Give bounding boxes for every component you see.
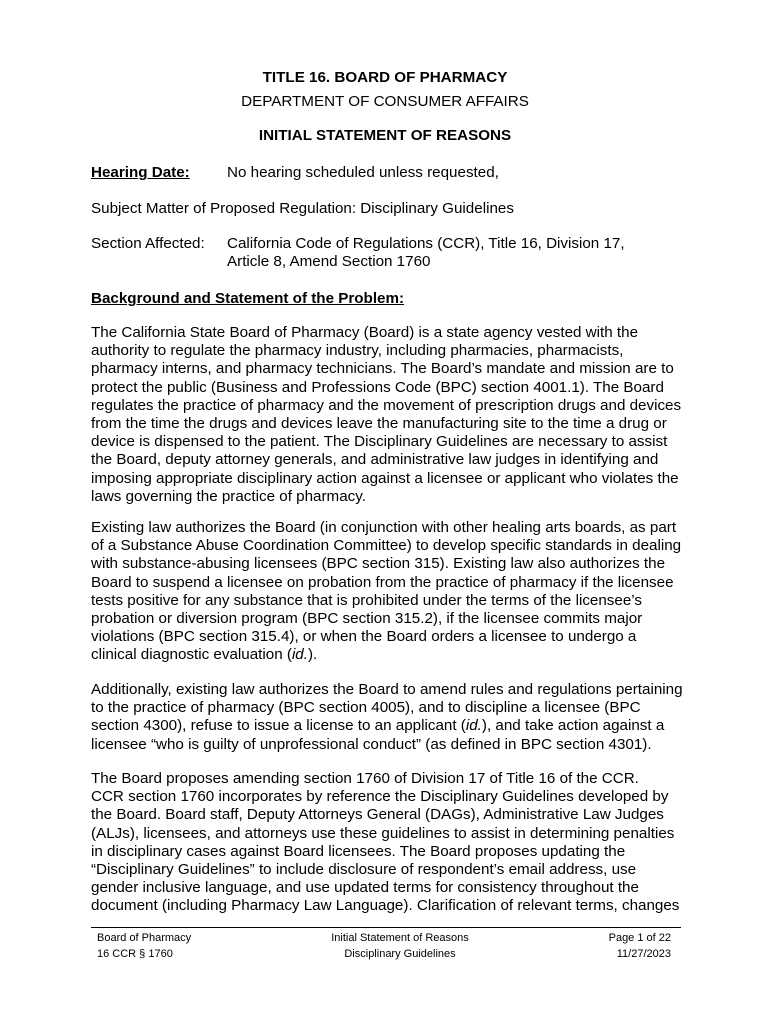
paragraph-2	[91, 519, 691, 665]
section-affected-line-1: California Code of Regulations (CCR), Title 16, Division 17,	[227, 235, 625, 252]
background-heading: Background and Statement of the Problem:	[91, 290, 405, 307]
paragraph-line: the Board. Board staff, Deputy Attorneys General (DAGs), Administrative Law Judges	[91, 806, 664, 824]
paragraph-line: authority to regulate the pharmacy industry, including pharmacies, pharmacists,	[91, 342, 624, 360]
paragraph-4	[91, 770, 691, 916]
paragraph-italic: id.	[291, 646, 308, 664]
paragraph-line: licensee “who is guilty of unprofessional conduct” (as defined in BPC section 4301).	[91, 735, 652, 753]
subject-matter: Subject Matter of Proposed Regulation: Disciplinary Guidelines	[91, 200, 514, 217]
paragraph-text: section 4300), refuse to issue a license to an applicant (	[91, 717, 466, 735]
footer-doc-title: Initial Statement of Reasons	[331, 932, 469, 944]
footer-board: Board of Pharmacy	[97, 932, 192, 944]
paragraph-line: (ALJs), licensees, and attorneys use these guidelines to assist in determining penalties	[91, 824, 675, 842]
paragraph-line: CCR section 1760 incorporates by reference the Disciplinary Guidelines developed by	[91, 788, 669, 806]
hearing-date-label: Hearing Date:	[91, 164, 190, 181]
paragraph-line	[91, 646, 691, 664]
footer-citation: 16 CCR § 1760	[97, 948, 173, 960]
paragraph-line: gender inclusive language, and use updated terms for consistency throughout the	[91, 879, 639, 897]
paragraph-line: Board to suspend a licensee on probation from the practice of pharmacy if the licensee	[91, 573, 674, 591]
paragraph-line: imposing appropriate disciplinary action against a licensee or applicant who violates the	[91, 469, 679, 487]
paragraph-line: probation or diversion program (BPC section 315.2), if the licensee commits major	[91, 610, 643, 628]
footer-left	[97, 930, 191, 962]
paragraph-line: regulates the practice of pharmacy and the movement of prescription drugs and devices	[91, 396, 682, 414]
paragraph-line: laws governing the practice of pharmacy.	[91, 487, 366, 505]
hearing-date-row	[91, 164, 499, 182]
paragraph-line: device is dispensed to the patient. The Disciplinary Guidelines are necessary to assist	[91, 433, 668, 451]
paragraph-text: clinical diagnostic evaluation (	[91, 646, 292, 664]
paragraph-1	[91, 324, 691, 506]
paragraph-line: protect the public (Business and Professions Code (BPC) section 4001.1). The Board	[91, 378, 664, 396]
title-line-2: DEPARTMENT OF CONSUMER AFFAIRS	[241, 93, 529, 110]
footer-doc-subtitle: Disciplinary Guidelines	[344, 948, 456, 960]
hearing-date-value: No hearing scheduled unless requested,	[227, 164, 499, 181]
paragraph-line: pharmacy interns, and pharmacy technicians. The Board’s mandate and mission are to	[91, 360, 674, 378]
paragraph-text: ), and take action against a	[481, 717, 665, 735]
paragraph-line: The Board proposes amending section 1760 of Division 17 of Title 16 of the CCR.	[91, 770, 639, 787]
footer-divider	[91, 927, 681, 928]
section-affected-label: Section Affected:	[91, 235, 205, 252]
paragraph-line: “Disciplinary Guidelines” to include disclosure of respondent’s email address, use	[91, 861, 637, 879]
footer-center	[300, 930, 500, 962]
section-affected-line-2: Article 8, Amend Section 1760	[227, 253, 431, 270]
paragraph-line	[91, 717, 691, 735]
paragraph-line: to the practice of pharmacy (BPC section 4005), and to discipline a licensee (BPC	[91, 699, 641, 717]
paragraph-line: The California State Board of Pharmacy (Board) is a state agency vested with the	[91, 324, 639, 341]
footer-date: 11/27/2023	[616, 948, 671, 960]
paragraph-italic: id.	[465, 717, 482, 735]
title-line-1: TITLE 16. BOARD OF PHARMACY	[262, 69, 508, 86]
paragraph-text: ).	[307, 646, 318, 664]
footer-page-number: Page 1 of 22	[608, 932, 671, 944]
section-affected-value	[227, 235, 625, 271]
paragraph-line: of a Substance Abuse Coordination Committee) to develop specific standards in dealing	[91, 537, 682, 555]
paragraph-line: tests positive for any substance that is prohibited under the terms of the licensee’s	[91, 591, 642, 609]
paragraph-line: in disciplinary cases against Board licensees. The Board proposes updating the	[91, 842, 626, 860]
paragraph-3	[91, 681, 691, 754]
paragraph-line: from the time the drugs and devices leave the manufacturing site to the time a drug or	[91, 415, 667, 433]
subtitle: INITIAL STATEMENT OF REASONS	[258, 127, 512, 144]
paragraph-line: violations (BPC section 315.4), or when the Board orders a licensee to undergo a	[91, 628, 637, 646]
paragraph-line: document (including Pharmacy Law Language). Clarification of relevant terms, changes	[91, 897, 680, 915]
footer-right	[540, 930, 671, 962]
paragraph-line: the Board, deputy attorney generals, and administrative law judges in identifying and	[91, 451, 659, 469]
paragraph-line: Existing law authorizes the Board (in conjunction with other healing arts boards, as part	[91, 519, 677, 536]
paragraph-line: Additionally, existing law authorizes the Board to amend rules and regulations pertaining	[91, 681, 683, 698]
paragraph-line: with substance-abusing licensees (BPC section 315). Existing law also authorizes the	[91, 555, 666, 573]
